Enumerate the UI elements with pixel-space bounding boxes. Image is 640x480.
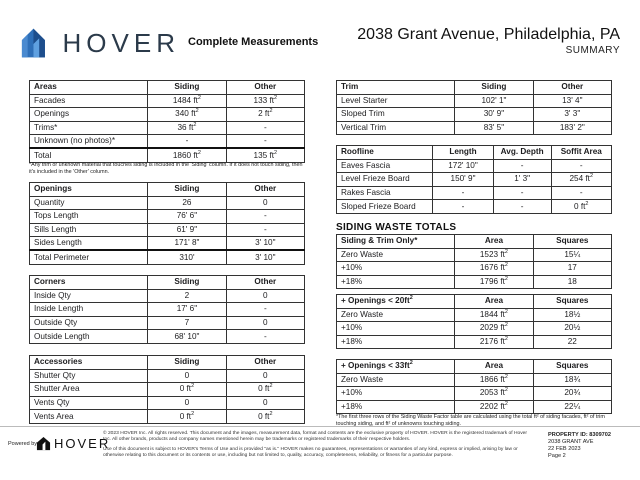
table-row [30,250,305,264]
column-header: Other [226,276,304,290]
siding-waste-table-openings-20 [336,294,612,349]
row-label: Sloped Trim [337,108,455,122]
cell-value: - [493,200,551,214]
table-row [337,335,612,349]
cell-value: - [226,135,304,149]
cell-value: 1796 $ft^2$ [455,275,533,289]
property-short-address: 2038 GRANT AVE [548,439,594,445]
cell-value: - [493,186,551,200]
report-date: 22 FEB 2023 [548,446,581,452]
cell-value: 1523 $ft^2$ [455,248,533,262]
table-row [337,108,612,122]
column-header: Roofline [337,146,433,160]
areas-footnote: *Any trim or unknown material that touches siding is included in the 'Siding' column. If it does not touch siding, then it's included in the 'Other' column. [29,162,303,175]
table-row [30,289,305,303]
column-header: Soffit Area [551,146,612,160]
cell-value: - [493,159,551,173]
column-header: Avg. Depth [493,146,551,160]
corners-table [29,275,305,344]
table-row [337,275,612,289]
table-row [337,262,612,276]
row-label: Level Frieze Board [337,173,433,187]
cell-value: 172' 10" [433,159,494,173]
cell-value: 340 $ft^2$ [148,108,226,122]
cell-value: 1844 $ft^2$ [455,308,533,322]
property-info [548,432,611,460]
cell-value: 22¼ [533,400,611,414]
table-row [30,223,305,237]
cell-value: 0 [226,196,304,210]
footer-brand-wordmark: HOVER [54,436,111,451]
cell-value: 2176 $ft^2$ [455,335,533,349]
cell-value: 0 [226,316,304,330]
table-row [337,248,612,262]
cell-value: 68' 10" [148,330,226,344]
row-label: Zero Waste [337,248,455,262]
table-row [30,121,305,135]
cell-value: 20½ [533,322,611,336]
row-label: Facades [30,94,148,108]
column-header: Siding [148,356,226,370]
column-header: Squares [533,295,611,309]
cell-value: 20¾ [533,387,611,401]
cell-value: 3' 3" [533,108,611,122]
column-header: Squares [533,235,611,249]
house-logo-icon [20,26,55,60]
cell-value: 254 $ft^2$ [551,173,612,187]
row-label: Total [30,148,148,162]
row-label: Outside Length [30,330,148,344]
column-header: Siding & Trim Only* [337,235,455,249]
table-row [30,196,305,210]
cell-value: 1' 3" [493,173,551,187]
cell-value: 61' 9" [148,223,226,237]
table-row [30,303,305,317]
legal-paragraph-copyright: © 2023 HOVER Inc. All rights reserved. This document and the images, measurement data, format and contents are the exclusive property of HOVER. HOVER is the registered trademark of Hover Inc. All other brands, products and company names mentioned herein may be trademarks or registered trademarks of their respective holders. [103,431,528,442]
siding-waste-table-openings-33 [336,359,612,414]
cell-value: 0 [226,369,304,383]
cell-value: 76' 6" [148,210,226,224]
accessories-table [29,355,305,424]
row-label: Level Starter [337,94,455,108]
table-row [337,387,612,401]
property-id: PROPERTY ID: 8309702 [548,432,612,438]
house-logo-icon [36,436,51,451]
table-row [30,396,305,410]
table-row [337,200,612,214]
column-header: Other [226,81,304,95]
cell-value: 183' 2" [533,121,611,135]
cell-value: - [551,159,612,173]
legal-text [103,431,529,463]
table-row [30,135,305,149]
cell-value: 2029 $ft^2$ [455,322,533,336]
table-row [337,173,612,187]
row-label: +18% [337,335,455,349]
cell-value: 133 $ft^2$ [226,94,304,108]
table-row [30,148,305,162]
column-header: Area [455,360,533,374]
table-row [30,383,305,397]
column-header: Siding [148,276,226,290]
row-label: +18% [337,400,455,414]
cell-value: 13' 4" [533,94,611,108]
column-header: Accessories [30,356,148,370]
cell-value: 18½ [533,308,611,322]
cell-value: 0 [226,396,304,410]
siding-waste-footnote: *The first three rows of the Siding Waste Factor table are calculated using the total ft² of siding facades, ft² of trim touching siding, and ft² of unknowns touching siding. [336,414,605,427]
column-header: Area [455,295,533,309]
cell-value: 2202 $ft^2$ [455,400,533,414]
cell-value: 0 $ft^2$ [226,410,304,424]
cell-value: 0 [226,289,304,303]
cell-value: 15¼ [533,248,611,262]
table-row [30,237,305,251]
cell-value: - [148,135,226,149]
cell-value: 36 $ft^2$ [148,121,226,135]
table-row [30,108,305,122]
row-label: Vertical Trim [337,121,455,135]
row-label: Sloped Frieze Board [337,200,433,214]
column-header: Other [226,183,304,197]
cell-value: - [226,121,304,135]
cell-value: 0 $ft^2$ [148,383,226,397]
row-label: Zero Waste [337,308,455,322]
cell-value: 102' 1" [455,94,533,108]
openings-table [29,182,305,265]
cell-value: 7 [148,316,226,330]
legal-paragraph-terms: Use of this document is subject to HOVER's Terms of Use and is provided "as is." HOVER makes no guarantees, representations or warranties of any kind, express or implied, arising by law or otherwise relating to this document or its contents or use, including but not limited to, quality, accuracy, completeness, reliability, or fitness for a particular purpose. [103,447,518,458]
cell-value: 3' 10" [226,237,304,251]
row-label: Vents Area [30,410,148,424]
cell-value: 310' [148,250,226,264]
column-header: Openings [30,183,148,197]
siding-waste-table-siding-trim [336,234,612,289]
cell-value: 18¾ [533,373,611,387]
column-header: Corners [30,276,148,290]
cell-value: 0 $ft^2$ [148,410,226,424]
row-label: Quantity [30,196,148,210]
cell-value: - [433,186,494,200]
page-number: Page 2 [548,453,566,459]
column-header: Siding [148,183,226,197]
cell-value: 22 [533,335,611,349]
roofline-table [336,145,612,214]
cell-value: 30' 9" [455,108,533,122]
row-label: Shutter Area [30,383,148,397]
column-header: Trim [337,81,455,95]
cell-value: - [433,200,494,214]
column-header: Other [226,356,304,370]
cell-value: 1866 $ft^2$ [455,373,533,387]
cell-value: - [226,330,304,344]
cell-value: 2 [148,289,226,303]
table-row [337,121,612,135]
row-label: +10% [337,322,455,336]
cell-value: 26 [148,196,226,210]
cell-value: 83' 5" [455,121,533,135]
row-label: Inside Qty [30,289,148,303]
column-header: Siding [148,81,226,95]
row-label: Trims* [30,121,148,135]
cell-value: - [226,210,304,224]
trim-table [336,80,612,135]
property-address: 2038 Grant Avenue, Philadelphia, PA [357,26,620,43]
cell-value: 1484 $ft^2$ [148,94,226,108]
row-label: Unknown (no photos)* [30,135,148,149]
row-label: Eaves Fascia [337,159,433,173]
cell-value: 2053 $ft^2$ [455,387,533,401]
document-title: Complete Measurements [188,36,319,48]
cell-value: 0 [148,369,226,383]
cell-value: 135 $ft^2$ [226,148,304,162]
cell-value: 1860 $ft^2$ [148,148,226,162]
row-label: Inside Length [30,303,148,317]
hover-logo [20,24,180,62]
cell-value: 2 $ft^2$ [226,108,304,122]
table-row [30,210,305,224]
cell-value: 18 [533,275,611,289]
row-label: Rakes Fascia [337,186,433,200]
row-label: Sills Length [30,223,148,237]
row-label: Tops Length [30,210,148,224]
siding-waste-title: SIDING WASTE TOTALS [336,222,457,233]
cell-value: 1676 $ft^2$ [455,262,533,276]
table-row [337,186,612,200]
table-row [337,308,612,322]
table-row [337,322,612,336]
column-header: Squares [533,360,611,374]
table-row [30,316,305,330]
table-row [337,373,612,387]
row-label: Zero Waste [337,373,455,387]
powered-by-label: Powered by [8,441,38,447]
row-label: Vents Qty [30,396,148,410]
page-subtitle: SUMMARY [565,45,620,56]
row-label: Outside Qty [30,316,148,330]
row-label: +10% [337,262,455,276]
cell-value: - [226,303,304,317]
row-label: Total Perimeter [30,250,148,264]
row-label: Shutter Qty [30,369,148,383]
cell-value: 17 [533,262,611,276]
column-header: Area [455,235,533,249]
cell-value: 0 [148,396,226,410]
cell-value: - [226,223,304,237]
column-header: + Openings < $33ft^2$ [337,360,455,374]
cell-value: 17' 6" [148,303,226,317]
column-header: Siding [455,81,533,95]
table-row [30,94,305,108]
column-header: Areas [30,81,148,95]
cell-value: 171' 8" [148,237,226,251]
cell-value: 0 $ft^2$ [226,383,304,397]
footer-logo [36,436,110,451]
areas-table [29,80,305,163]
table-row [30,410,305,424]
table-row [30,330,305,344]
brand-wordmark: HOVER [62,27,180,58]
cell-value: - [551,186,612,200]
row-label: Sides Length [30,237,148,251]
row-label: +18% [337,275,455,289]
table-row [30,369,305,383]
column-header: + Openings < $20ft^2$ [337,295,455,309]
column-header: Other [533,81,611,95]
cell-value: 150' 9" [433,173,494,187]
cell-value: 3' 10" [226,250,304,264]
row-label: Openings [30,108,148,122]
table-row [337,400,612,414]
cell-value: 0 $ft^2$ [551,200,612,214]
row-label: +10% [337,387,455,401]
table-row [337,94,612,108]
column-header: Length [433,146,494,160]
table-row [337,159,612,173]
